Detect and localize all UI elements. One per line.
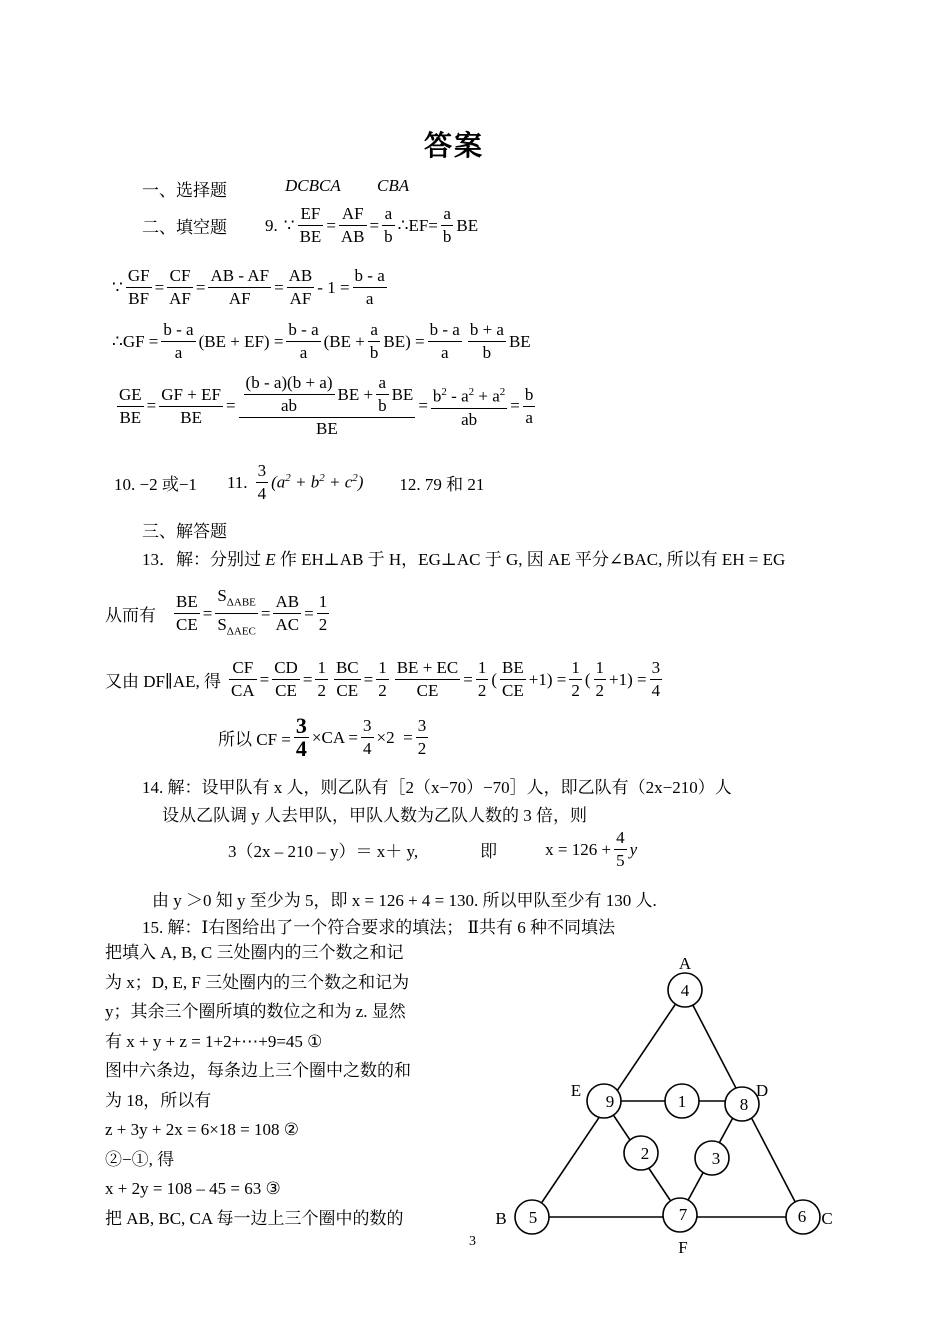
section2-label: 二、填空题	[142, 218, 227, 237]
circle-number: 5	[528, 1208, 538, 1227]
section1-label: 一、选择题	[142, 181, 227, 200]
q13-line2: 从而有 $\frac{BE}{CE}$ = $\frac{S_{\Delta ABE}}{S_{\Delta AEC}}$ = $\frac{AB}{AC}$ = $\frac{1}{2}$	[105, 586, 328, 638]
q14-equation: 3（2x – 210 – y）＝ x＋ y, 即 x = 126 + $\frac{4}{5}$ y	[228, 828, 638, 870]
circle-number: 4	[680, 981, 690, 1000]
vertex-label-c: C	[821, 1209, 833, 1228]
q10-answer: 10. −2 或−1	[114, 475, 197, 494]
page-title: 答案	[424, 129, 485, 162]
section3-label: 三、解答题	[142, 522, 227, 541]
q15-body-line: z + 3y + 2x = 6×18 = 108 ②	[105, 1120, 299, 1139]
circle-number: 9	[605, 1092, 615, 1111]
circle-number: 2	[640, 1144, 650, 1163]
q15-body-line: 为 18，所以有	[105, 1090, 212, 1110]
q13-line3: 又由 DF∥AE, 得 $\frac{CF}{CA}$ = $\frac{CD}{CE}$ = $\frac{1}{2}$ $\frac{BC}{CE}$ = $\frac{1}{2}$ $\frac{BE + EC}{CE}$ = $\frac{1}{2}$ ( $\frac{BE}{CE}$ +1) = $\frac{1}{2}$ ( $\frac{1}{2}$ +1) = $\frac{3}{4}$	[105, 658, 661, 700]
vertex-label-f: F	[678, 1238, 688, 1257]
q15-body-line: x + 2y = 108 – 45 = 63 ③	[105, 1179, 281, 1198]
q14-line4: 由 y ＞0 知 y 至少为 5，即 x = 126 + 4 = 130. 所以甲队至少有 130 人.	[152, 891, 657, 910]
circle-number: 6	[797, 1207, 807, 1226]
q15-body-line: y；其余三个圈所填的数位之和为 z. 显然	[105, 1002, 406, 1021]
vertex-label-d: D	[755, 1081, 769, 1100]
q15-body-line: 图中六条边，每条边上三个圈中之数的和	[105, 1061, 411, 1080]
vertex-label-b: B	[495, 1209, 507, 1228]
q15-body-line: 为 x；D, E, F 三处圈内的三个数之和记为	[105, 972, 410, 992]
q14-line2: 设从乙队调 y 人去甲队，甲队人数为乙队人数的 3 倍，则	[162, 806, 587, 825]
q13-line1: 13．解：分别过 E 作 EH⊥AB 于 H，EG⊥AC 于 G, 因 AE 平分∠BAC, 所以有 EH = EG	[142, 550, 786, 569]
circle-number: 3	[711, 1149, 721, 1168]
q15-body-line: ②−①, 得	[105, 1149, 175, 1169]
circle-number: 7	[678, 1205, 688, 1224]
q11-number: 11.	[226, 472, 248, 492]
q15-line1: 15. 解：Ⅰ右图给出了一个符合要求的填法； Ⅱ共有 6 种不同填法	[142, 918, 616, 937]
q9-eq-ge: $\frac{GE}{BE}$ = $\frac{GF + EF}{BE}$ = $\frac{(b - a)(b + a)}{ab}$ BE + $\frac{a}{b}$ BE BE = $\frac{b^2 - a^2 + a^2}{ab}$ = $\frac{b}{a}$	[119, 373, 534, 438]
circle-number: 8	[739, 1095, 749, 1114]
q12-answer: 12. 79 和 21	[399, 475, 485, 494]
q9-line: 二、填空题 9. ∵ $\frac{EF}{BE}$ = $\frac{AF}{AB}$ = $\frac{a}{b}$ ∴EF= $\frac{a}{b}$ BE	[142, 204, 479, 246]
q9-eq-gf2: ∴GF = $\frac{b - a}{a}$ (BE + EF) = $\frac{b - a}{a}$ (BE + $\frac{a}{b}$ BE) = $\frac{b - a}{a}$ $\frac{b + a}{b}$ BE	[112, 320, 531, 362]
vertex-label-e: E	[570, 1081, 582, 1100]
q13-line4: 所以 CF = $\frac{3}{4}$ ×CA = $\frac{3}{4}$ ×2 = $\frac{3}{2}$	[218, 713, 427, 761]
q15-body	[105, 938, 467, 1233]
q10-12-line: 10. −2 或−1 11. $\frac{3}{4}$ $(a^2 + b^2 + c^2)$ 12. 79 和 21	[114, 461, 485, 503]
section1-answers-b: CBA	[377, 176, 410, 195]
section1-answers-a: DCBCA	[285, 176, 341, 195]
q15-body-line: 把填入 A, B, C 三处圈内的三个数之和记	[105, 943, 404, 962]
triangle-diagram	[480, 945, 850, 1265]
page-number: 3	[469, 1234, 476, 1249]
vertex-label-a: A	[678, 954, 692, 973]
q9-number: 9.	[265, 215, 278, 235]
circle-number: 1	[677, 1092, 687, 1111]
q15-body-line: 把 AB, BC, CA 每一边上三个圈中的数的	[105, 1208, 404, 1228]
q9-eq-gf: ∵ $\frac{GF}{BF}$ = $\frac{CF}{AF}$ = $\frac{AB - AF}{AF}$ = $\frac{AB}{AF}$ - 1 = $\frac{b - a}{a}$	[112, 266, 385, 308]
q15-body-line: 有 x + y + z = 1+2+⋯+9=45 ①	[105, 1031, 323, 1051]
q14-line1: 14. 解：设甲队有 x 人，则乙队有［2（x−70）−70］人，即乙队有（2x−210）人	[142, 778, 732, 797]
